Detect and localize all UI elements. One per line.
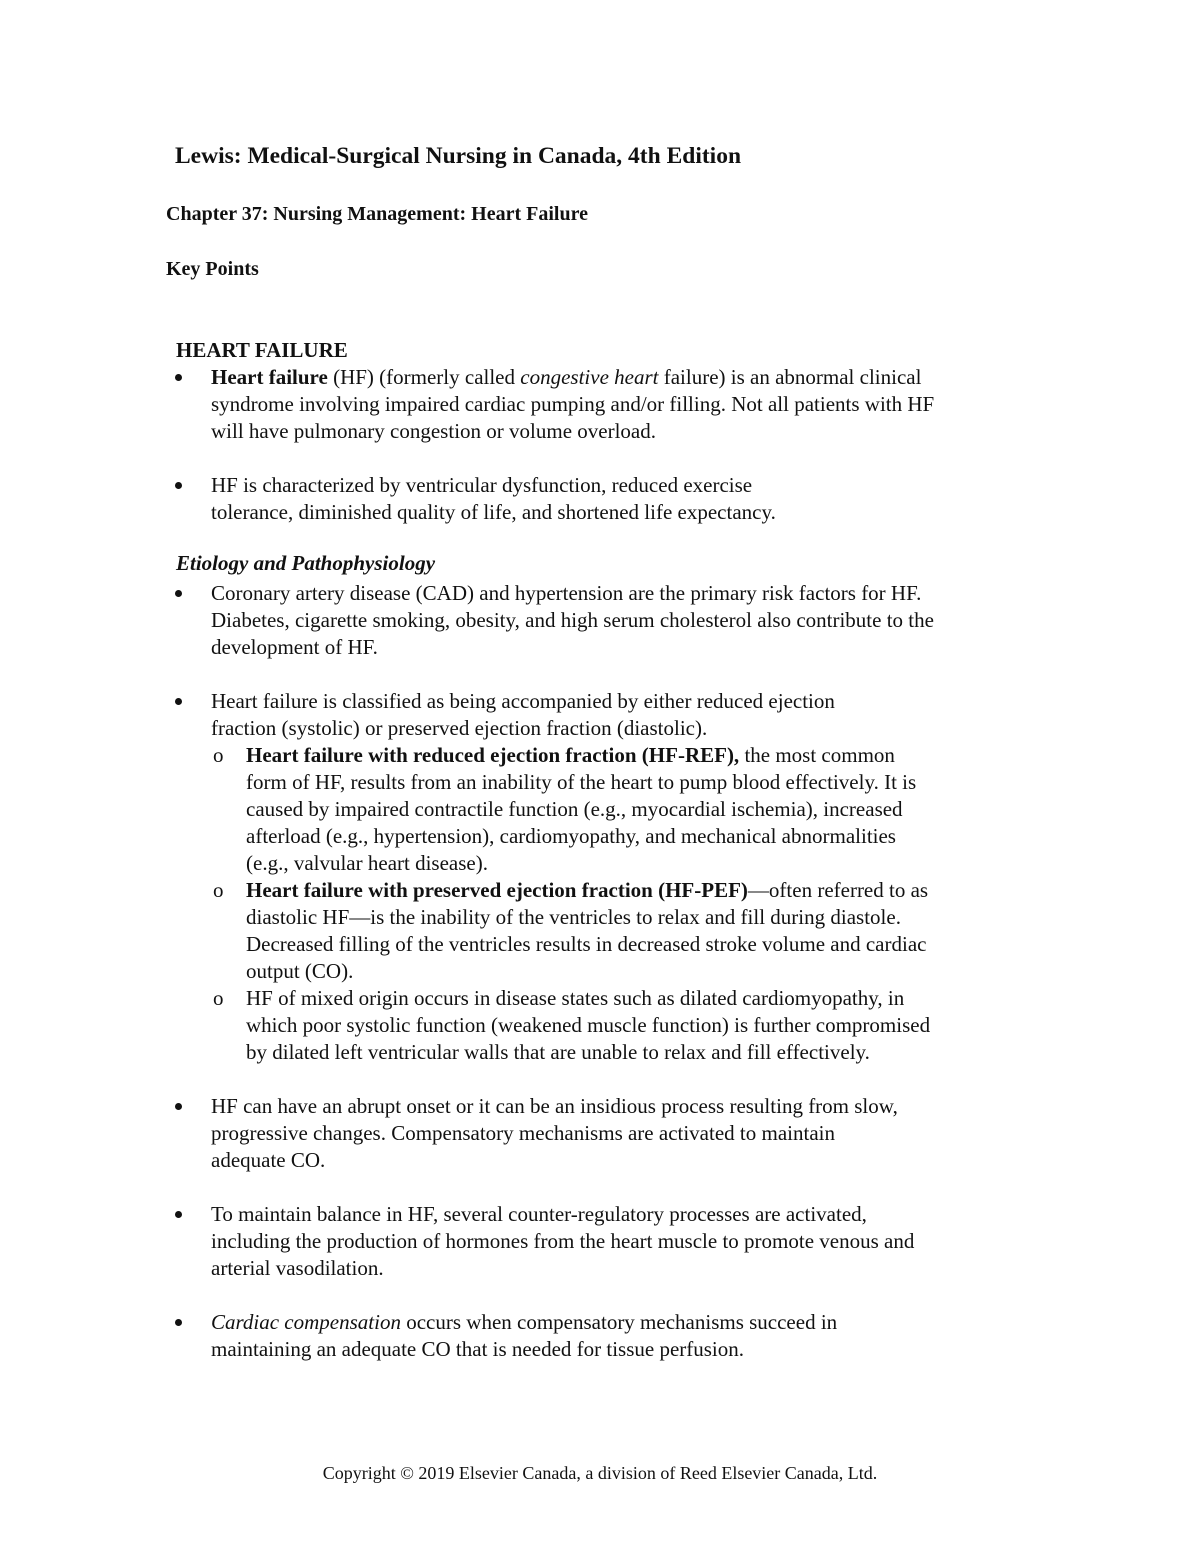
list-item <box>211 364 1041 445</box>
term: Heart failure with reduced ejection fraction (HF-REF), <box>246 743 740 767</box>
text-line: development of HF. <box>211 635 378 659</box>
text-span: (HF) (formerly called <box>327 365 521 389</box>
document-title: Lewis: Medical-Surgical Nursing in Canada, 4th Edition <box>175 143 742 169</box>
text-line: Coronary artery disease (CAD) and hypertension are the primary risk factors for HF. <box>211 581 922 605</box>
text-line: adequate CO. <box>211 1148 326 1172</box>
text-line: diastolic HF—is the inability of the ventricles to relax and fill during diastole. <box>246 905 901 929</box>
text-line <box>211 364 1041 391</box>
text-line <box>211 1309 1041 1336</box>
section-heading: HEART FAILURE <box>176 338 348 362</box>
text-span: failure) is an abnormal clinical <box>658 365 922 389</box>
text-line: (e.g., valvular heart disease). <box>246 851 488 875</box>
text-span: the most common <box>739 743 895 767</box>
text-line: Heart failure is classified as being accompanied by either reduced ejection <box>211 689 835 713</box>
text-line: HF is characterized by ventricular dysfunction, reduced exercise <box>211 473 753 497</box>
text-line: To maintain balance in HF, several counter-regulatory processes are activated, <box>211 1202 867 1226</box>
chapter-heading: Chapter 37: Nursing Management: Heart Failure <box>166 203 588 225</box>
list-item <box>211 1201 1041 1282</box>
list-item <box>211 1093 1041 1174</box>
term: Heart failure with preserved ejection fraction (HF-PEF) <box>246 878 748 902</box>
subsection-heading: Etiology and Pathophysiology <box>176 551 436 575</box>
emphasis: congestive heart <box>520 365 659 389</box>
sub-bullet-marker: o <box>213 743 224 767</box>
text-line: Decreased filling of the ventricles results in decreased stroke volume and cardiac <box>246 932 927 956</box>
list-item <box>211 688 1041 742</box>
text-line: maintaining an adequate CO that is needed for tissue perfusion. <box>211 1337 745 1361</box>
sub-list-item <box>213 877 1046 985</box>
text-line: including the production of hormones from the heart muscle to promote venous and <box>211 1229 915 1253</box>
text-line: progressive changes. Compensatory mechanisms are activated to maintain <box>211 1121 835 1145</box>
text-line: output (CO). <box>246 959 354 983</box>
text-line: caused by impaired contractile function (e.g., myocardial ischemia), increased <box>246 797 903 821</box>
text-span: —often referred to as <box>747 878 929 902</box>
copyright-footer: Copyright © 2019 Elsevier Canada, a division of Reed Elsevier Canada, Ltd. <box>322 1463 878 1483</box>
sub-bullet-marker: o <box>213 878 224 902</box>
text-line: fraction (systolic) or preserved ejection fraction (diastolic). <box>211 716 708 740</box>
text-line: tolerance, diminished quality of life, and shortened life expectancy. <box>211 500 776 524</box>
text-line <box>246 742 1046 769</box>
sub-list-item <box>213 742 1046 877</box>
text-line: HF can have an abrupt onset or it can be an insidious process resulting from slow, <box>211 1094 898 1118</box>
text-line: will have pulmonary congestion or volume overload. <box>211 419 656 443</box>
list-item <box>211 1309 1041 1363</box>
text-line: form of HF, results from an inability of the heart to pump blood effectively. It is <box>246 770 917 794</box>
text-line: which poor systolic function (weakened muscle function) is further compromised <box>246 1013 931 1037</box>
text-line: arterial vasodilation. <box>211 1256 384 1280</box>
text-line <box>246 877 1046 904</box>
text-line: Diabetes, cigarette smoking, obesity, and high serum cholesterol also contribute to the <box>211 608 934 632</box>
list-item <box>211 472 1041 526</box>
term: Heart failure <box>211 365 328 389</box>
key-points-heading: Key Points <box>166 258 259 280</box>
text-span: occurs when compensatory mechanisms succeed in <box>400 1310 838 1334</box>
list-item <box>211 580 1041 661</box>
text-line: syndrome involving impaired cardiac pumping and/or filling. Not all patients with HF <box>211 392 935 416</box>
text-line: afterload (e.g., hypertension), cardiomyopathy, and mechanical abnormalities <box>246 824 896 848</box>
sub-bullet-marker: o <box>213 986 224 1010</box>
sub-list-item <box>213 985 1046 1066</box>
text-line: HF of mixed origin occurs in disease states such as dilated cardiomyopathy, in <box>246 986 905 1010</box>
emphasis: Cardiac compensation <box>211 1310 401 1334</box>
text-line: by dilated left ventricular walls that are unable to relax and fill effectively. <box>246 1040 870 1064</box>
